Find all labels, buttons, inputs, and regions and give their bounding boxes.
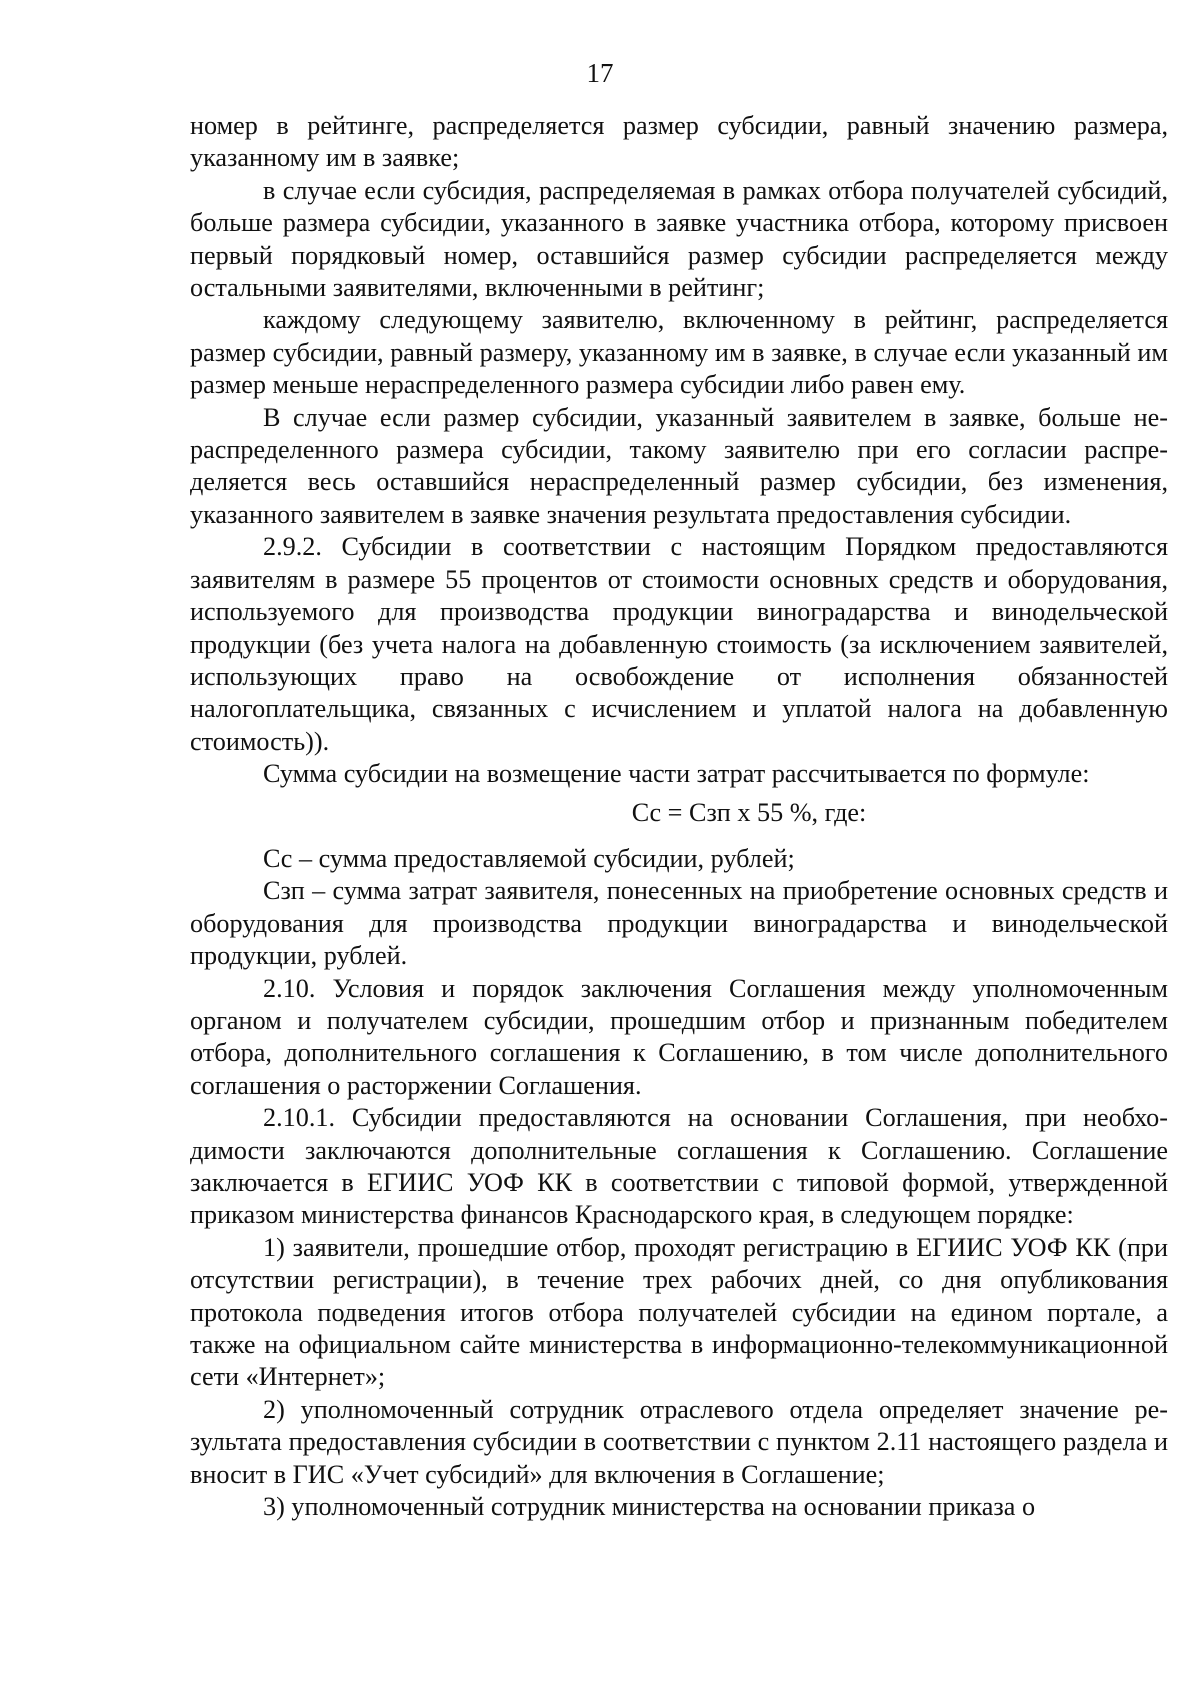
paragraph: 2) уполномоченный сотрудник отраслевого отдела определяет значение результата предоставления субсидии в соответствии с пунктом 2.11 настоящего раздела и вносит в ГИС «Учет субсидий» для включения в Соглашение; (190, 1394, 1168, 1489)
paragraph: Сс – сумма предоставляемой субсидии, рублей; (263, 843, 795, 873)
page-number: 17 (586, 58, 614, 88)
paragraph: Сумма субсидии на возмещение части затрат рассчитывается по формуле: (263, 759, 1090, 789)
paragraph: каждому следующему заявителю, включенному в рейтинг, распределяется размер субсидии, равный размеру, указанному им в заявке, в случае если указанный им размер меньше нераспределенного размера субсидии либо равен ему. (190, 305, 1168, 400)
paragraph: 2.9.2. Субсидии в соответствии с настоящим Порядком предоставляются заявителям в размере 55 процентов от стоимости основных средств и оборудования, используемого для производства продукции виноградарства и винодельческой продукции (без учета налога на добавленную стоимость (за исключением заявителей, использующих право на освобождение от исполнения обязанностей налогоплательщика, связанных с исчислением и уплатой налога на добавленную стоимость)). (190, 532, 1168, 756)
paragraph: Сзп – сумма затрат заявителя, понесенных на приобретение основных средств и оборудования для производства продукции виноградарства и винодельческой продукции, рублей. (190, 876, 1168, 971)
paragraph: В случае если размер субсидии, указанный заявителем в заявке, больше нераспределенного размера субсидии, такому заявителю при его согласии распределяется весь оставшийся нераспределенный размер субсидии, без изменения, указанного заявителем в заявке значения результата предоставления субсидии. (190, 402, 1168, 529)
paragraph: в случае если субсидия, распределяемая в рамках отбора получателей субсидий, больше размера субсидии, указанного в заявке участника отбора, которому присвоен первый порядковый номер, оставшийся размер субсидии распределяется между остальными заявителями, включенными в рейтинг; (190, 175, 1168, 303)
paragraph: 3) уполномоченный сотрудник министерства на основании приказа о (263, 1492, 1036, 1522)
paragraph: 1) заявители, прошедшие отбор, проходят регистрацию в ЕГИИС УОФ КК (при отсутствии регистрации), в течение трех рабочих дней, со дня опубликования протокола подведения итогов отбора получателей субсидии на едином портале, а также на официальном сайте министерства в информационно-телекоммуникационной сети «Интернет»; (190, 1232, 1168, 1392)
paragraph: 2.10. Условия и порядок заключения Соглашения между уполномоченным органом и получателем субсидии, прошедшим отбор и признанным победителем отбора, дополнительного соглашения к Соглашению, в том числе дополнительного соглашения о расторжении Соглашения. (190, 973, 1168, 1100)
paragraph: номер в рейтинге, распределяется размер субсидии, равный значению размера, указанному им в заявке; (190, 111, 1168, 173)
paragraph: 2.10.1. Субсидии предоставляются на основании Соглашения, при необходимости заключаются дополнительные соглашения к Соглашению. Соглашение заключается в ЕГИИС УОФ КК в соответствии с типовой формой, утвержденной приказом министерства финансов Краснодарского края, в следующем порядке: (190, 1103, 1168, 1230)
document-body (190, 110, 1168, 1523)
formula: Сс = Сзп х 55 %, где: (631, 797, 867, 827)
